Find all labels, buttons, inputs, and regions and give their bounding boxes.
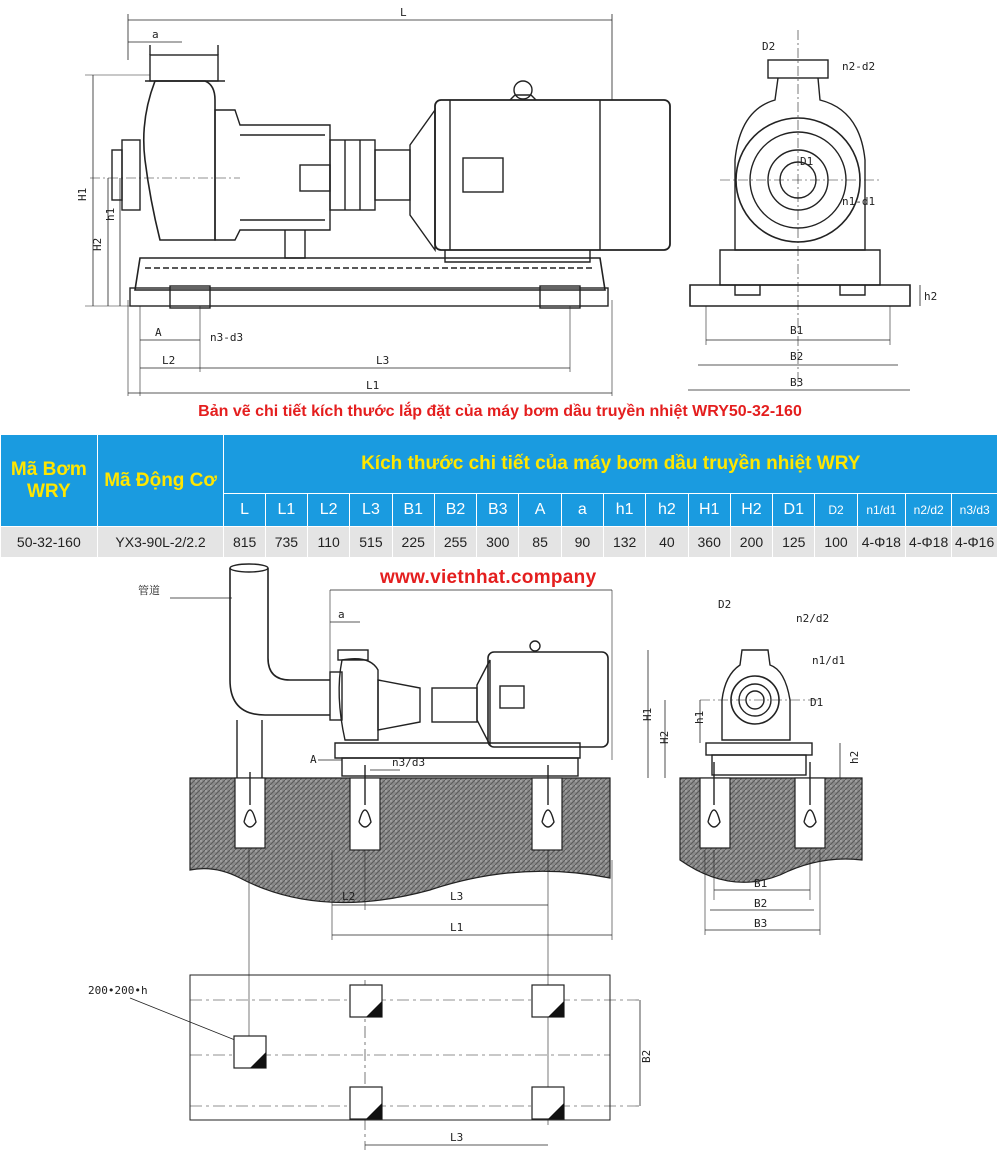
cell-dim-2: 110 [308, 527, 350, 558]
header-dim-7: A [519, 494, 561, 527]
bottom-dim-label-a: a [338, 608, 345, 621]
dim-label-n1d1: n1-d1 [842, 195, 876, 208]
dim-label-A: A [155, 326, 162, 339]
cell-dim-12: 200 [730, 527, 772, 558]
bottom-dim-label-B2-plan: B2 [640, 1049, 653, 1063]
cell-motor-model: YX3-90L-2/2.2 [97, 527, 224, 558]
header-dim-2: L2 [308, 494, 350, 527]
dim-label-D1: D1 [800, 155, 814, 168]
bottom-dim-label-h1: h1 [693, 710, 706, 724]
cell-dim-14: 100 [815, 527, 857, 558]
dim-label-L2: L2 [162, 354, 176, 367]
header-dim-9: h1 [604, 494, 646, 527]
dim-label-H2: H2 [91, 237, 104, 251]
bottom-dim-label-H2: H2 [658, 730, 671, 744]
bottom-dim-label-B2: B2 [754, 897, 768, 910]
hole-size-label: 200•200•h [88, 984, 148, 997]
cell-dim-1: 735 [265, 527, 307, 558]
bottom-dim-label-h2: h2 [848, 750, 861, 764]
bottom-dim-label-n3d3: n3/d3 [392, 756, 426, 769]
cell-dim-7: 85 [519, 527, 561, 558]
bottom-dim-label-n2d2: n2/d2 [796, 612, 830, 625]
spec-table [0, 434, 998, 558]
cell-dim-9: 132 [604, 527, 646, 558]
cell-dim-4: 225 [392, 527, 434, 558]
dim-label-L1: L1 [366, 379, 380, 392]
bottom-dim-label-L3: L3 [450, 890, 464, 903]
dim-label-h2: h2 [924, 290, 938, 303]
dim-label-B1: B1 [790, 324, 804, 337]
header-dim-14: D2 [815, 494, 857, 527]
pipe-label: 管道 [138, 584, 160, 597]
header-pump-model: Mã Bơm WRY [1, 435, 98, 527]
bottom-dim-label-H1: H1 [641, 707, 654, 721]
cell-dim-11: 360 [688, 527, 730, 558]
header-dim-12: H2 [730, 494, 772, 527]
top-installation-drawing [0, 0, 1000, 400]
dim-label-n2d2: n2-d2 [842, 60, 876, 73]
dim-label-L: L [400, 6, 407, 19]
header-dim-11: H1 [688, 494, 730, 527]
drawing-caption: Bản vẽ chi tiết kích thước lắp đặt của máy bơm dầu truyền nhiệt WRY50-32-160 [198, 403, 802, 420]
dim-label-B3: B3 [790, 376, 804, 389]
header-dim-16: n2/d2 [906, 494, 952, 527]
cell-dim-16: 4-Φ18 [906, 527, 952, 558]
header-dim-4: B1 [392, 494, 434, 527]
bottom-dim-label-D2: D2 [718, 598, 732, 611]
header-dim-8: a [561, 494, 603, 527]
header-dim-10: h2 [646, 494, 688, 527]
bottom-dim-label-B3: B3 [754, 917, 768, 930]
foundation-installation-drawing [0, 560, 1000, 1159]
cell-dim-10: 40 [646, 527, 688, 558]
cell-dim-15: 4-Φ18 [857, 527, 905, 558]
dim-label-B2: B2 [790, 350, 804, 363]
header-dim-5: B2 [434, 494, 476, 527]
bottom-dim-label-L2: L2 [342, 890, 356, 903]
dim-label-D2: D2 [762, 40, 776, 53]
bottom-dim-label-n1d1: n1/d1 [812, 654, 846, 667]
header-dim-13: D1 [773, 494, 815, 527]
cell-dim-13: 125 [773, 527, 815, 558]
cell-dim-8: 90 [561, 527, 603, 558]
cell-pump-model: 50-32-160 [1, 527, 98, 558]
dim-label-H1: H1 [76, 187, 89, 201]
header-motor-model: Mã Động Cơ [97, 435, 224, 527]
cell-dim-3: 515 [350, 527, 392, 558]
header-dim-6: B3 [477, 494, 519, 527]
cell-dim-0: 815 [224, 527, 265, 558]
header-dim-15: n1/d1 [857, 494, 905, 527]
cell-dim-5: 255 [434, 527, 476, 558]
bottom-dim-label-L1: L1 [450, 921, 464, 934]
bottom-dim-label-B1: B1 [754, 877, 768, 890]
bottom-dim-label-D1: D1 [810, 696, 824, 709]
cell-dim-17: 4-Φ16 [952, 527, 998, 558]
dim-label-a: a [152, 28, 159, 41]
dim-label-h1: h1 [104, 207, 117, 221]
header-dimension-group: Kích thước chi tiết của máy bơm dầu truyền nhiệt WRY [224, 435, 998, 494]
website-url: www.vietnhat.company [380, 567, 597, 588]
header-dim-3: L3 [350, 494, 392, 527]
header-dim-0: L [224, 494, 265, 527]
bottom-dim-label-A: A [310, 753, 317, 766]
table-row [1, 527, 998, 558]
cell-dim-6: 300 [477, 527, 519, 558]
bottom-dim-label-L3-plan: L3 [450, 1131, 464, 1144]
header-dim-17: n3/d3 [952, 494, 998, 527]
dim-label-L3: L3 [376, 354, 390, 367]
dim-label-n3d3: n3-d3 [210, 331, 244, 344]
header-dim-1: L1 [265, 494, 307, 527]
